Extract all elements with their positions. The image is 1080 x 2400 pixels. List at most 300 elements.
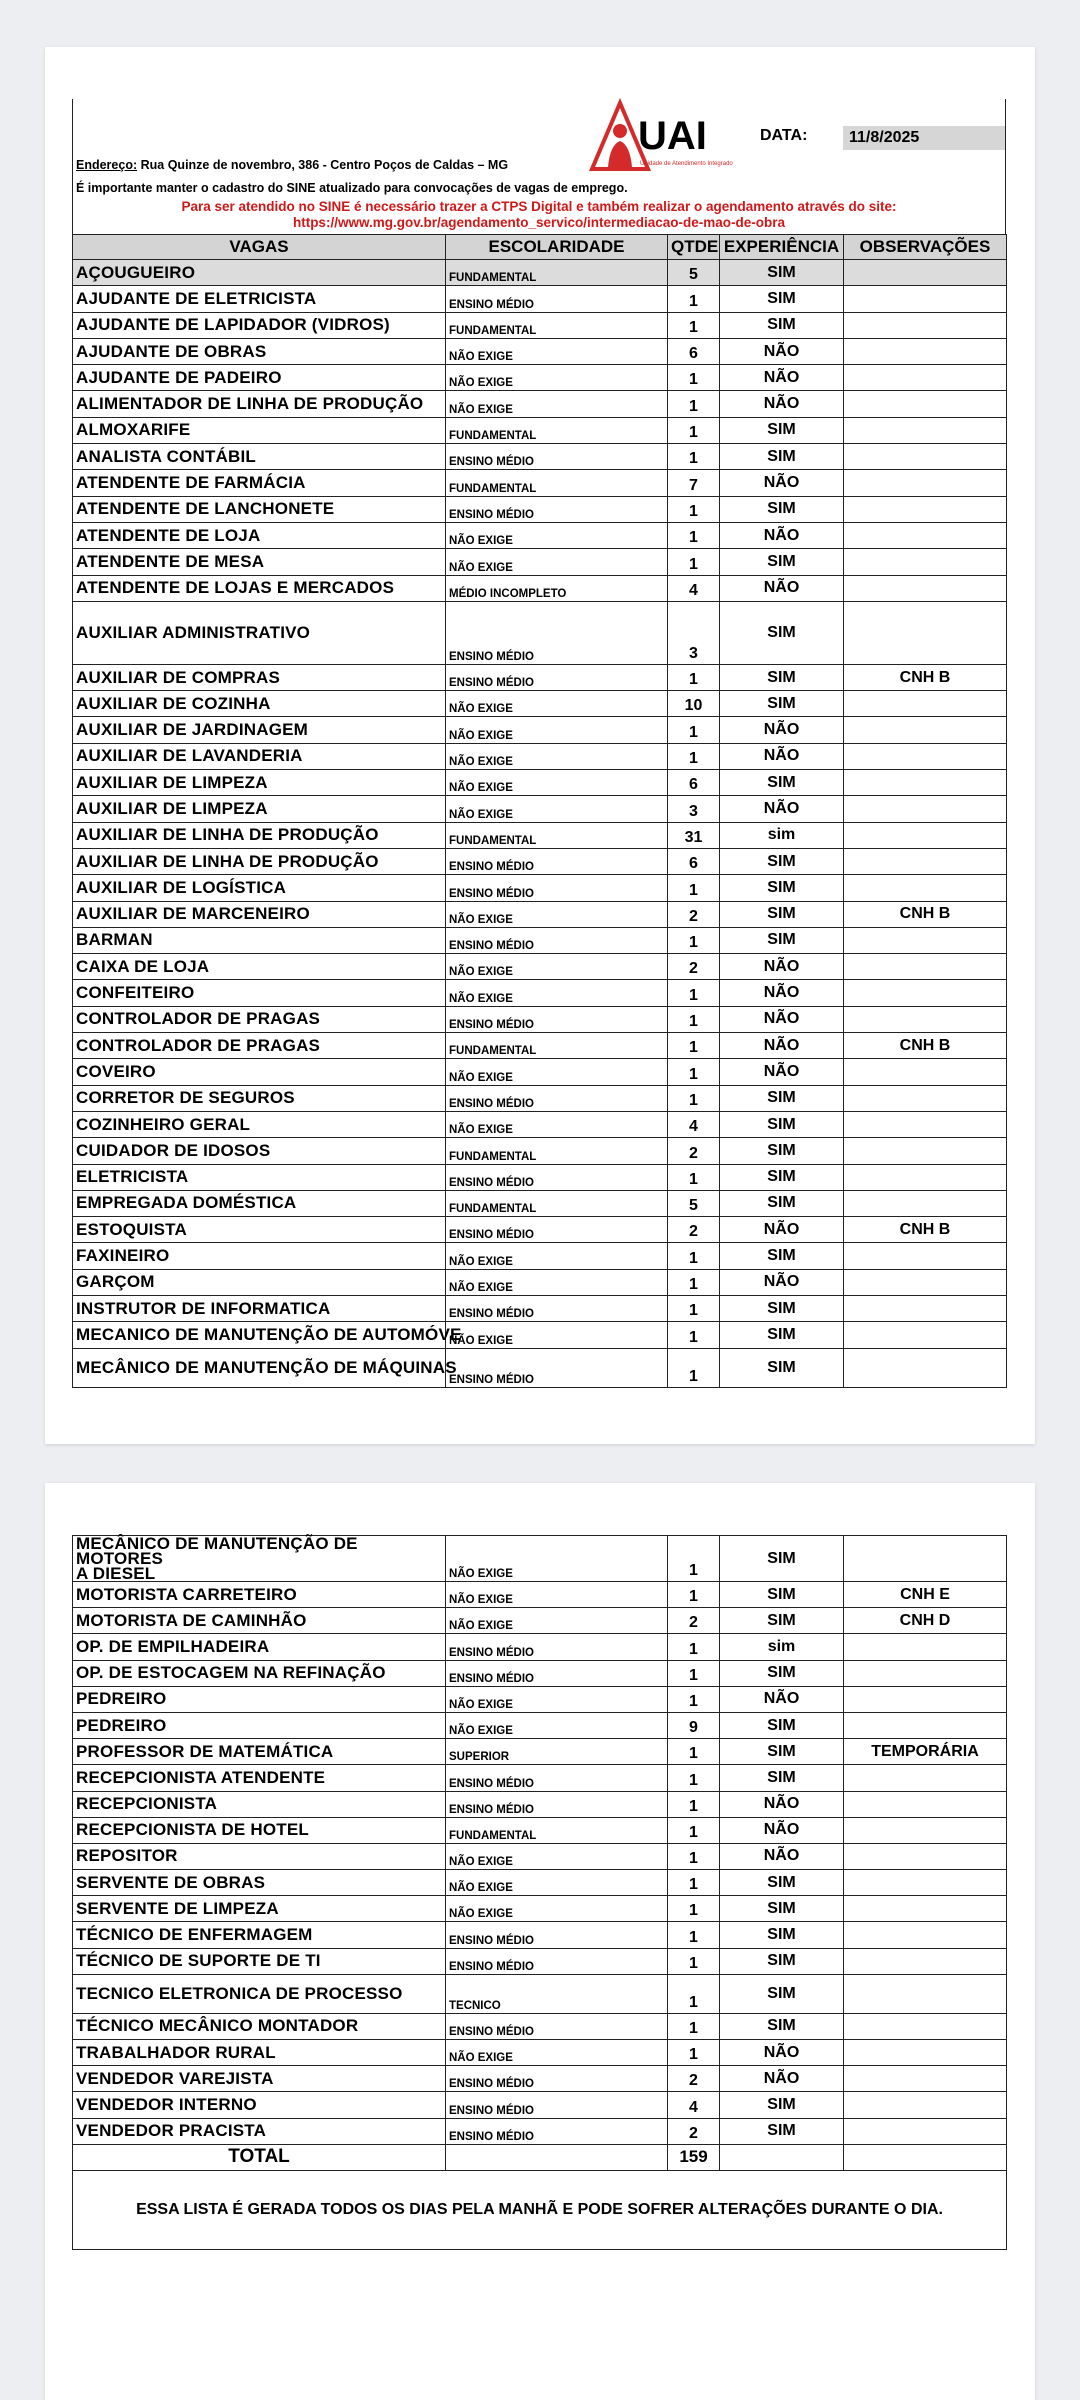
observations <box>844 260 1007 286</box>
table-row <box>73 1243 1007 1269</box>
experience: NÃO <box>720 1006 844 1032</box>
table-row <box>73 1006 1007 1032</box>
experience: SIM <box>720 2013 844 2039</box>
quantity: 1 <box>668 286 720 312</box>
table-row <box>73 2013 1007 2039</box>
table-row <box>73 691 1007 717</box>
quantity: 1 <box>668 444 720 470</box>
quantity: 1 <box>668 2040 720 2066</box>
observations <box>844 1536 1007 1582</box>
education-level: NÃO EXIGE <box>446 1322 668 1348</box>
table-row <box>73 444 1007 470</box>
observations <box>844 1006 1007 1032</box>
document-page-1 <box>45 47 1035 1444</box>
observations <box>844 444 1007 470</box>
education-level: NÃO EXIGE <box>446 954 668 980</box>
education-level: ENSINO MÉDIO <box>446 1085 668 1111</box>
job-title: ALMOXARIFE <box>73 417 446 443</box>
table-row <box>73 1295 1007 1321</box>
experience: SIM <box>720 770 844 796</box>
quantity: 1 <box>668 1243 720 1269</box>
quantity: 1 <box>668 1582 720 1608</box>
observations: CNH D <box>844 1608 1007 1634</box>
experience: NÃO <box>720 1269 844 1295</box>
quantity: 2 <box>668 2066 720 2092</box>
experience: NÃO <box>720 2066 844 2092</box>
experience: NÃO <box>720 1059 844 1085</box>
table-row <box>73 770 1007 796</box>
observations <box>844 691 1007 717</box>
observations <box>844 954 1007 980</box>
address-label: Endereço: <box>76 158 138 172</box>
table-row <box>73 1085 1007 1111</box>
quantity: 7 <box>668 470 720 496</box>
job-title: GARÇOM <box>73 1269 446 1295</box>
education-level: ENSINO MÉDIO <box>446 848 668 874</box>
observations <box>844 2066 1007 2092</box>
experience: SIM <box>720 417 844 443</box>
experience: SIM <box>720 1712 844 1738</box>
education-level: NÃO EXIGE <box>446 1582 668 1608</box>
education-level: NÃO EXIGE <box>446 980 668 1006</box>
job-title: INSTRUTOR DE INFORMATICA <box>73 1295 446 1321</box>
experience: sim <box>720 1634 844 1660</box>
job-title: ATENDENTE DE FARMÁCIA <box>73 470 446 496</box>
job-title: AUXILIAR ADMINISTRATIVO <box>73 601 446 664</box>
observations <box>844 1843 1007 1869</box>
education-level: ENSINO MÉDIO <box>446 875 668 901</box>
table-row <box>73 496 1007 522</box>
education-level: TECNICO <box>446 1974 668 2013</box>
table-row <box>73 1582 1007 1608</box>
observations <box>844 338 1007 364</box>
observations <box>844 417 1007 443</box>
table-row <box>73 1322 1007 1348</box>
observations: CNH B <box>844 1217 1007 1243</box>
observations <box>844 549 1007 575</box>
table-row <box>73 1660 1007 1686</box>
experience: SIM <box>720 2118 844 2144</box>
quantity: 1 <box>668 1660 720 1686</box>
table-row <box>73 2040 1007 2066</box>
observations <box>844 1295 1007 1321</box>
quantity: 2 <box>668 2118 720 2144</box>
education-level: MÉDIO INCOMPLETO <box>446 575 668 601</box>
table-row <box>73 1217 1007 1243</box>
education-level: ENSINO MÉDIO <box>446 1922 668 1948</box>
experience: SIM <box>720 1660 844 1686</box>
svg-text:UAI: UAI <box>638 114 707 158</box>
education-level: ENSINO MÉDIO <box>446 2013 668 2039</box>
col-experiencia: EXPERIÊNCIA <box>720 235 844 260</box>
education-level: ENSINO MÉDIO <box>446 1634 668 1660</box>
job-title: ALIMENTADOR DE LINHA DE PRODUÇÃO <box>73 391 446 417</box>
experience: SIM <box>720 1164 844 1190</box>
experience: SIM <box>720 2092 844 2118</box>
job-title: COVEIRO <box>73 1059 446 1085</box>
table-row <box>73 822 1007 848</box>
quantity: 1 <box>668 1843 720 1869</box>
experience: SIM <box>720 1870 844 1896</box>
experience: NÃO <box>720 575 844 601</box>
table-row <box>73 1348 1007 1387</box>
document-header <box>72 99 1006 234</box>
svg-text:Unidade de Atendimento Integra: Unidade de Atendimento Integrado <box>640 161 733 167</box>
quantity: 6 <box>668 338 720 364</box>
quantity: 1 <box>668 1817 720 1843</box>
job-title: CORRETOR DE SEGUROS <box>73 1085 446 1111</box>
education-level: ENSINO MÉDIO <box>446 1765 668 1791</box>
table-row <box>73 1739 1007 1765</box>
education-level: ENSINO MÉDIO <box>446 664 668 690</box>
observations <box>844 522 1007 548</box>
observations <box>844 1948 1007 1974</box>
job-title: ATENDENTE DE LOJA <box>73 522 446 548</box>
education-level: NÃO EXIGE <box>446 1896 668 1922</box>
observations: CNH B <box>844 1033 1007 1059</box>
table-row <box>73 743 1007 769</box>
job-title: ATENDENTE DE LANCHONETE <box>73 496 446 522</box>
experience: SIM <box>720 1896 844 1922</box>
table-row <box>73 522 1007 548</box>
experience: NÃO <box>720 954 844 980</box>
col-escolaridade: ESCOLARIDADE <box>446 235 668 260</box>
quantity: 1 <box>668 1948 720 1974</box>
job-title <box>73 1536 446 1582</box>
quantity: 1 <box>668 1791 720 1817</box>
quantity: 1 <box>668 1765 720 1791</box>
quantity: 1 <box>668 365 720 391</box>
quantity: 1 <box>668 1739 720 1765</box>
education-level: NÃO EXIGE <box>446 1686 668 1712</box>
job-title: ELETRICISTA <box>73 1164 446 1190</box>
observations <box>844 1686 1007 1712</box>
observations <box>844 496 1007 522</box>
job-title: TÉCNICO DE ENFERMAGEM <box>73 1922 446 1948</box>
quantity: 1 <box>668 496 720 522</box>
table-row <box>73 954 1007 980</box>
table-row <box>73 1634 1007 1660</box>
job-title: EMPREGADA DOMÉSTICA <box>73 1190 446 1216</box>
observations <box>844 1712 1007 1738</box>
experience: SIM <box>720 1085 844 1111</box>
quantity: 1 <box>668 1896 720 1922</box>
address-text: Rua Quinze de novembro, 386 - Centro Poços de Caldas – MG <box>140 158 509 172</box>
education-level: FUNDAMENTAL <box>446 260 668 286</box>
job-title: MOTORISTA CARRETEIRO <box>73 1582 446 1608</box>
education-level: NÃO EXIGE <box>446 338 668 364</box>
experience: NÃO <box>720 717 844 743</box>
observations: TEMPORÁRIA <box>844 1739 1007 1765</box>
job-title: ATENDENTE DE LOJAS E MERCADOS <box>73 575 446 601</box>
observations <box>844 1190 1007 1216</box>
quantity: 10 <box>668 691 720 717</box>
table-row <box>73 1536 1007 1582</box>
experience: NÃO <box>720 1843 844 1869</box>
sheet-page-2 <box>72 1535 1006 2250</box>
table-row <box>73 417 1007 443</box>
table-row <box>73 1843 1007 1869</box>
observations <box>844 286 1007 312</box>
address-line <box>76 158 508 172</box>
experience: SIM <box>720 444 844 470</box>
table-row <box>73 338 1007 364</box>
job-title: CAIXA DE LOJA <box>73 954 446 980</box>
experience: SIM <box>720 1111 844 1137</box>
quantity: 1 <box>668 2013 720 2039</box>
job-title: PROFESSOR DE MATEMÁTICA <box>73 1739 446 1765</box>
job-title: MOTORISTA DE CAMINHÃO <box>73 1608 446 1634</box>
job-title: AUXILIAR DE LIMPEZA <box>73 770 446 796</box>
experience: SIM <box>720 1739 844 1765</box>
job-title: REPOSITOR <box>73 1843 446 1869</box>
experience: SIM <box>720 1608 844 1634</box>
table-row <box>73 1791 1007 1817</box>
sheet-page-1 <box>72 99 1006 1388</box>
quantity: 1 <box>668 312 720 338</box>
job-title: AUXILIAR DE LIMPEZA <box>73 796 446 822</box>
table-row <box>73 1111 1007 1137</box>
job-title: RECEPCIONISTA ATENDENTE <box>73 1765 446 1791</box>
job-title: PEDREIRO <box>73 1712 446 1738</box>
education-level: NÃO EXIGE <box>446 743 668 769</box>
experience: SIM <box>720 496 844 522</box>
table-row <box>73 1870 1007 1896</box>
experience: SIM <box>720 312 844 338</box>
table-row <box>73 717 1007 743</box>
uai-logo <box>588 101 733 173</box>
job-title: AJUDANTE DE LAPIDADOR (VIDROS) <box>73 312 446 338</box>
quantity: 6 <box>668 770 720 796</box>
quantity: 2 <box>668 1217 720 1243</box>
education-level: NÃO EXIGE <box>446 796 668 822</box>
table-row <box>73 1138 1007 1164</box>
job-title: FAXINEIRO <box>73 1243 446 1269</box>
table-row <box>73 549 1007 575</box>
quantity: 1 <box>668 1536 720 1582</box>
job-title: TÉCNICO MECÂNICO MONTADOR <box>73 2013 446 2039</box>
education-level: NÃO EXIGE <box>446 1843 668 1869</box>
experience: SIM <box>720 260 844 286</box>
observations <box>844 717 1007 743</box>
job-title: MECANICO DE MANUTENÇÃO DE AUTOMÓVE <box>73 1322 446 1348</box>
job-title: ATENDENTE DE MESA <box>73 549 446 575</box>
total-empty-cell <box>446 2144 668 2170</box>
experience: SIM <box>720 875 844 901</box>
table-row <box>73 1269 1007 1295</box>
quantity: 1 <box>668 1322 720 1348</box>
table-row <box>73 601 1007 664</box>
observations: CNH B <box>844 901 1007 927</box>
education-level: ENSINO MÉDIO <box>446 601 668 664</box>
experience: SIM <box>720 1243 844 1269</box>
table-row <box>73 1922 1007 1948</box>
job-title: RECEPCIONISTA <box>73 1791 446 1817</box>
quantity: 1 <box>668 391 720 417</box>
jobs-table-page-2 <box>72 1535 1007 2250</box>
observations <box>844 1896 1007 1922</box>
observations <box>844 1138 1007 1164</box>
education-level: ENSINO MÉDIO <box>446 1217 668 1243</box>
table-row <box>73 2118 1007 2144</box>
quantity: 31 <box>668 822 720 848</box>
observations <box>844 848 1007 874</box>
observations <box>844 1791 1007 1817</box>
education-level: NÃO EXIGE <box>446 1608 668 1634</box>
observations <box>844 391 1007 417</box>
education-level: FUNDAMENTAL <box>446 1138 668 1164</box>
table-row <box>73 365 1007 391</box>
education-level: NÃO EXIGE <box>446 1111 668 1137</box>
table-row <box>73 875 1007 901</box>
quantity: 2 <box>668 954 720 980</box>
table-row <box>73 796 1007 822</box>
experience: SIM <box>720 1322 844 1348</box>
table-row <box>73 1817 1007 1843</box>
col-observacoes: OBSERVAÇÕES <box>844 235 1007 260</box>
observations <box>844 927 1007 953</box>
education-level: NÃO EXIGE <box>446 522 668 548</box>
footer-note: ESSA LISTA É GERADA TODOS OS DIAS PELA MANHÃ E PODE SOFRER ALTERAÇÕES DURANTE O DIA. <box>73 2170 1007 2249</box>
job-title: CONFEITEIRO <box>73 980 446 1006</box>
experience: NÃO <box>720 522 844 548</box>
observations <box>844 1269 1007 1295</box>
quantity: 1 <box>668 1164 720 1190</box>
quantity: 1 <box>668 522 720 548</box>
job-title: AUXILIAR DE COMPRAS <box>73 664 446 690</box>
quantity: 6 <box>668 848 720 874</box>
quantity: 1 <box>668 1974 720 2013</box>
observations: CNH E <box>844 1582 1007 1608</box>
total-value: 159 <box>668 2144 720 2170</box>
observations <box>844 575 1007 601</box>
education-level: NÃO EXIGE <box>446 391 668 417</box>
total-label: TOTAL <box>73 2144 446 2170</box>
notice-line-1: Para ser atendido no SINE é necessário trazer a CTPS Digital e também realizar o agendamento através do site: <box>181 199 897 214</box>
education-level: FUNDAMENTAL <box>446 822 668 848</box>
job-title: BARMAN <box>73 927 446 953</box>
education-level: ENSINO MÉDIO <box>446 1791 668 1817</box>
table-row <box>73 1190 1007 1216</box>
observations <box>844 1243 1007 1269</box>
job-title: AJUDANTE DE ELETRICISTA <box>73 286 446 312</box>
observations <box>844 470 1007 496</box>
quantity: 1 <box>668 664 720 690</box>
job-title: PEDREIRO <box>73 1686 446 1712</box>
quantity: 3 <box>668 796 720 822</box>
observations <box>844 1348 1007 1387</box>
quantity: 4 <box>668 575 720 601</box>
quantity: 3 <box>668 601 720 664</box>
quantity: 1 <box>668 1006 720 1032</box>
job-title: AJUDANTE DE PADEIRO <box>73 365 446 391</box>
experience: SIM <box>720 664 844 690</box>
experience: sim <box>720 822 844 848</box>
quantity: 4 <box>668 2092 720 2118</box>
education-level: ENSINO MÉDIO <box>446 1948 668 1974</box>
experience: NÃO <box>720 470 844 496</box>
observations <box>844 770 1007 796</box>
job-title: AUXILIAR DE LINHA DE PRODUÇÃO <box>73 848 446 874</box>
quantity: 1 <box>668 1085 720 1111</box>
experience: NÃO <box>720 391 844 417</box>
education-level: ENSINO MÉDIO <box>446 286 668 312</box>
education-level: NÃO EXIGE <box>446 691 668 717</box>
education-level: ENSINO MÉDIO <box>446 1006 668 1032</box>
job-title: VENDEDOR INTERNO <box>73 2092 446 2118</box>
experience: SIM <box>720 1295 844 1321</box>
job-title: AUXILIAR DE JARDINAGEM <box>73 717 446 743</box>
education-level: NÃO EXIGE <box>446 770 668 796</box>
quantity: 1 <box>668 1870 720 1896</box>
quantity: 1 <box>668 875 720 901</box>
education-level: ENSINO MÉDIO <box>446 1295 668 1321</box>
observations <box>844 2118 1007 2144</box>
table-row <box>73 286 1007 312</box>
education-level: NÃO EXIGE <box>446 717 668 743</box>
job-title: TECNICO ELETRONICA DE PROCESSO <box>73 1974 446 2013</box>
education-level: FUNDAMENTAL <box>446 1190 668 1216</box>
observations <box>844 743 1007 769</box>
notice-link[interactable]: https://www.mg.gov.br/agendamento_servico/intermediacao-de-mao-de-obra <box>292 215 786 230</box>
education-level: FUNDAMENTAL <box>446 1817 668 1843</box>
job-title: SERVENTE DE LIMPEZA <box>73 1896 446 1922</box>
education-level: FUNDAMENTAL <box>446 417 668 443</box>
observations <box>844 1322 1007 1348</box>
experience: NÃO <box>720 1033 844 1059</box>
experience: SIM <box>720 1765 844 1791</box>
observations <box>844 980 1007 1006</box>
jobs-table-page-1 <box>72 234 1007 1388</box>
job-title: VENDEDOR PRACISTA <box>73 2118 446 2144</box>
observations <box>844 365 1007 391</box>
observations <box>844 1870 1007 1896</box>
experience: SIM <box>720 927 844 953</box>
job-title: AJUDANTE DE OBRAS <box>73 338 446 364</box>
education-level: FUNDAMENTAL <box>446 1033 668 1059</box>
education-level: NÃO EXIGE <box>446 901 668 927</box>
experience: SIM <box>720 286 844 312</box>
experience: NÃO <box>720 980 844 1006</box>
job-title: CONTROLADOR DE PRAGAS <box>73 1006 446 1032</box>
observations <box>844 1974 1007 2013</box>
observations <box>844 1817 1007 1843</box>
education-level: NÃO EXIGE <box>446 1243 668 1269</box>
table-row <box>73 575 1007 601</box>
education-level: ENSINO MÉDIO <box>446 1348 668 1387</box>
observations <box>844 1660 1007 1686</box>
education-level: ENSINO MÉDIO <box>446 1660 668 1686</box>
education-level: ENSINO MÉDIO <box>446 927 668 953</box>
table-row <box>73 1712 1007 1738</box>
observations <box>844 2092 1007 2118</box>
experience: SIM <box>720 1948 844 1974</box>
notice <box>73 199 1005 231</box>
experience: SIM <box>720 901 844 927</box>
job-title-line-2: A DIESEL <box>76 1564 156 1583</box>
experience: NÃO <box>720 796 844 822</box>
table-row <box>73 664 1007 690</box>
education-level: ENSINO MÉDIO <box>446 444 668 470</box>
table-row <box>73 1974 1007 2013</box>
table-row <box>73 1896 1007 1922</box>
quantity: 1 <box>668 927 720 953</box>
experience: SIM <box>720 1536 844 1582</box>
table-row <box>73 980 1007 1006</box>
quantity: 1 <box>668 1059 720 1085</box>
experience: NÃO <box>720 1791 844 1817</box>
table-row <box>73 1948 1007 1974</box>
